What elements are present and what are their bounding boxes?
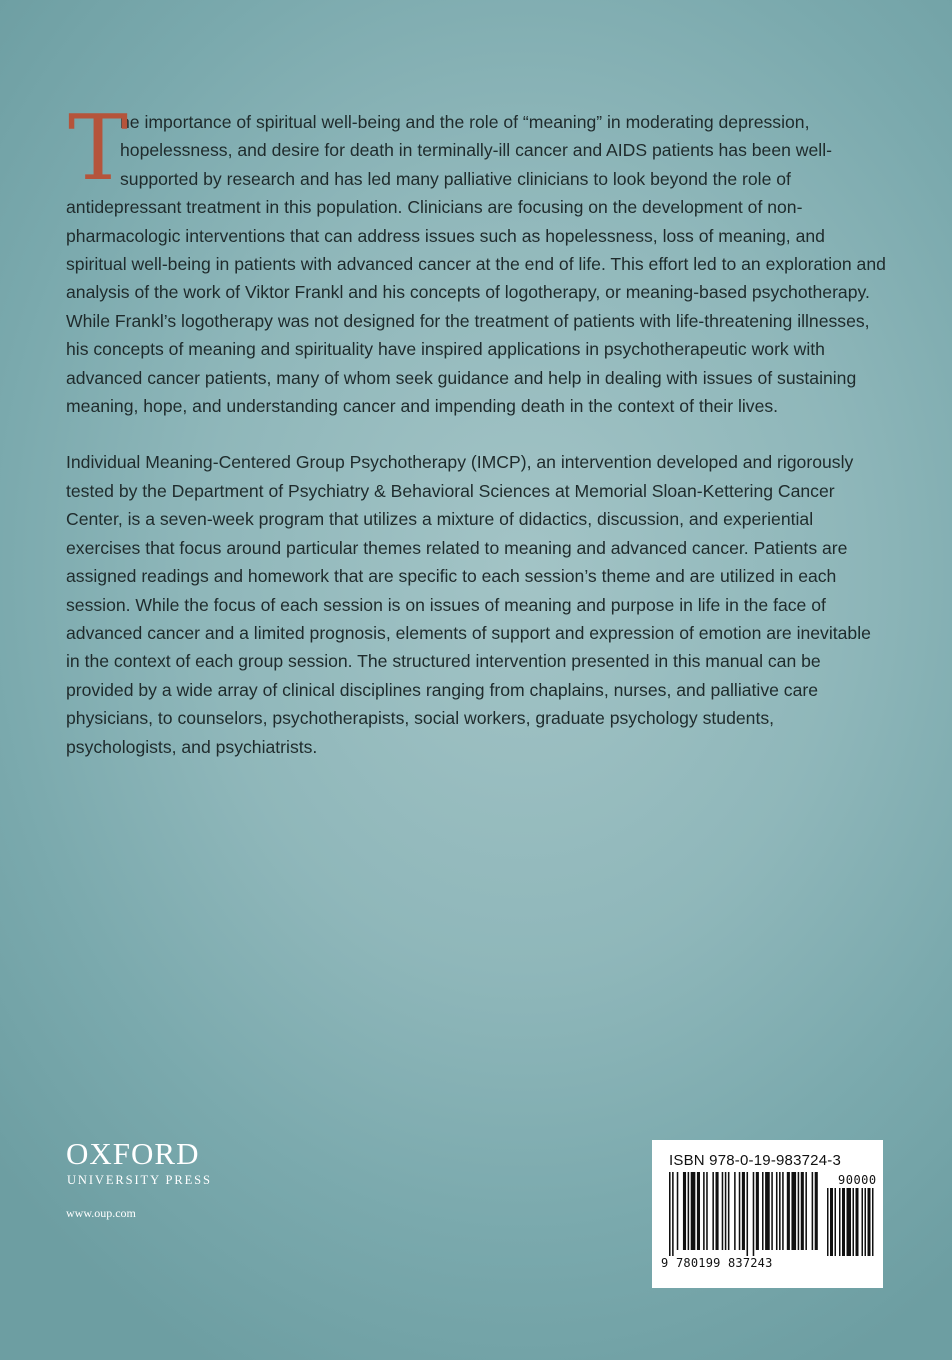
barcode-bar <box>756 1172 759 1250</box>
barcode-bar <box>782 1172 784 1250</box>
barcode-bar <box>739 1172 741 1250</box>
publisher-logo <box>66 1138 212 1188</box>
barcode-bar <box>712 1172 714 1250</box>
barcode-bar <box>728 1172 730 1250</box>
barcode-addon-bar <box>842 1188 845 1256</box>
back-cover-blurb <box>66 96 888 789</box>
barcode-bar <box>706 1172 708 1250</box>
barcode-bar <box>703 1172 705 1250</box>
barcode-bar <box>672 1172 674 1256</box>
barcode-addon-bar <box>835 1188 837 1256</box>
barcode-bar <box>669 1172 671 1256</box>
barcode-bar <box>677 1172 679 1250</box>
publisher-subtitle: UNIVERSITY PRESS <box>67 1173 212 1187</box>
dropcap-letter: T <box>68 96 129 201</box>
publisher-name: OXFORD <box>66 1136 200 1171</box>
barcode-bar <box>771 1172 773 1250</box>
barcode-bar <box>776 1172 778 1250</box>
barcode-addon-bar <box>827 1188 829 1256</box>
barcode-addon-bar <box>862 1188 864 1256</box>
barcode-bar <box>815 1172 818 1250</box>
barcode-bar <box>691 1172 696 1250</box>
barcode-bar <box>697 1172 700 1250</box>
barcode-bar <box>742 1172 745 1250</box>
barcode-bar <box>765 1172 770 1250</box>
dropcap-container <box>66 96 129 201</box>
barcode-bar <box>688 1172 690 1250</box>
barcode-bar <box>722 1172 724 1250</box>
barcode-addon-bar <box>856 1188 859 1256</box>
barcode-main-digits: 780199 837243 <box>676 1256 773 1270</box>
barcode-bar <box>787 1172 790 1250</box>
barcode-bar <box>762 1172 764 1250</box>
barcode-addon-bar <box>830 1188 833 1256</box>
isbn-barcode-box <box>652 1140 883 1288</box>
barcode-addon-bar <box>868 1188 871 1256</box>
barcode-bar <box>805 1172 807 1250</box>
barcode-addon-bar <box>839 1188 841 1256</box>
barcode-bar <box>725 1172 727 1250</box>
barcode-bar <box>753 1172 755 1256</box>
barcode-addon-bar <box>853 1188 855 1256</box>
barcode-bar <box>798 1172 800 1250</box>
barcode-bar <box>801 1172 804 1250</box>
blurb-paragraph-1 <box>66 96 888 420</box>
blurb-paragraph-2: Individual Meaning-Centered Group Psychotherapy (IMCP), an intervention developed and rigorously tested by the Department of Psychiatry & Behavioral Sciences at Memorial Sloan-Kettering Cancer Center, is a seven-week program that utilizes a mixture of didactics, discussion, and experiential exercises that focus around particular themes related to meaning and advanced cancer. Patients are assigned readings and homework that are specific to each session’s theme and are utilized in each session. While the focus of each session is on issues of meaning and purpose in life in the face of advanced cancer and a limited prognosis, elements of support and expression of emotion are inevitable in the context of each group session. The structured intervention presented in this manual can be provided by a wide array of clinical disciplines ranging from chaplains, nurses, and palliative care physicians, to counselors, psychotherapists, social workers, graduate psychology students, psychologists, and psychiatrists. <box>66 452 871 757</box>
barcode-bar <box>812 1172 814 1250</box>
barcode-bar <box>791 1172 796 1250</box>
barcode-bar <box>716 1172 719 1250</box>
barcode-lead-digit: 9 <box>661 1256 669 1270</box>
isbn-label: ISBN 978-0-19-983724-3 <box>669 1152 842 1169</box>
barcode-bar <box>683 1172 686 1250</box>
barcode-addon-bar <box>872 1188 874 1256</box>
barcode-bar <box>734 1172 736 1250</box>
publisher-url: www.oup.com <box>66 1206 136 1220</box>
barcode-bar <box>779 1172 781 1250</box>
blurb-paragraph-1-text: he importance of spiritual well-being and the role of “meaning” in moderating depression, hopelessness, and desire for death in terminally-ill cancer and AIDS patients has been well-supported by research and has led many palliative clinicians to look beyond the role of antidepressant treatment in this population. Clinicians are focusing on the development of non-pharmacologic interventions that can address issues such as hopelessness, loss of meaning, and spiritual well-being in patients with advanced cancer at the end of life. This effort led to an exploration and analysis of the work of Viktor Frankl and his concepts of logotherapy, or meaning-based psychotherapy. While Frankl’s logotherapy was not designed for the treatment of patients with life-threatening illnesses, his concepts of meaning and spirituality have inspired applications in psychotherapeutic work with advanced cancer patients, many of whom seek guidance and help in dealing with issues of sustaining meaning, hope, and understanding cancer and impending death in the context of their lives. <box>66 112 886 417</box>
barcode-addon-bar <box>865 1188 867 1256</box>
barcode-addon-digits: 90000 <box>838 1173 877 1187</box>
barcode-bar <box>747 1172 749 1256</box>
barcode-addon-bar <box>847 1188 852 1256</box>
